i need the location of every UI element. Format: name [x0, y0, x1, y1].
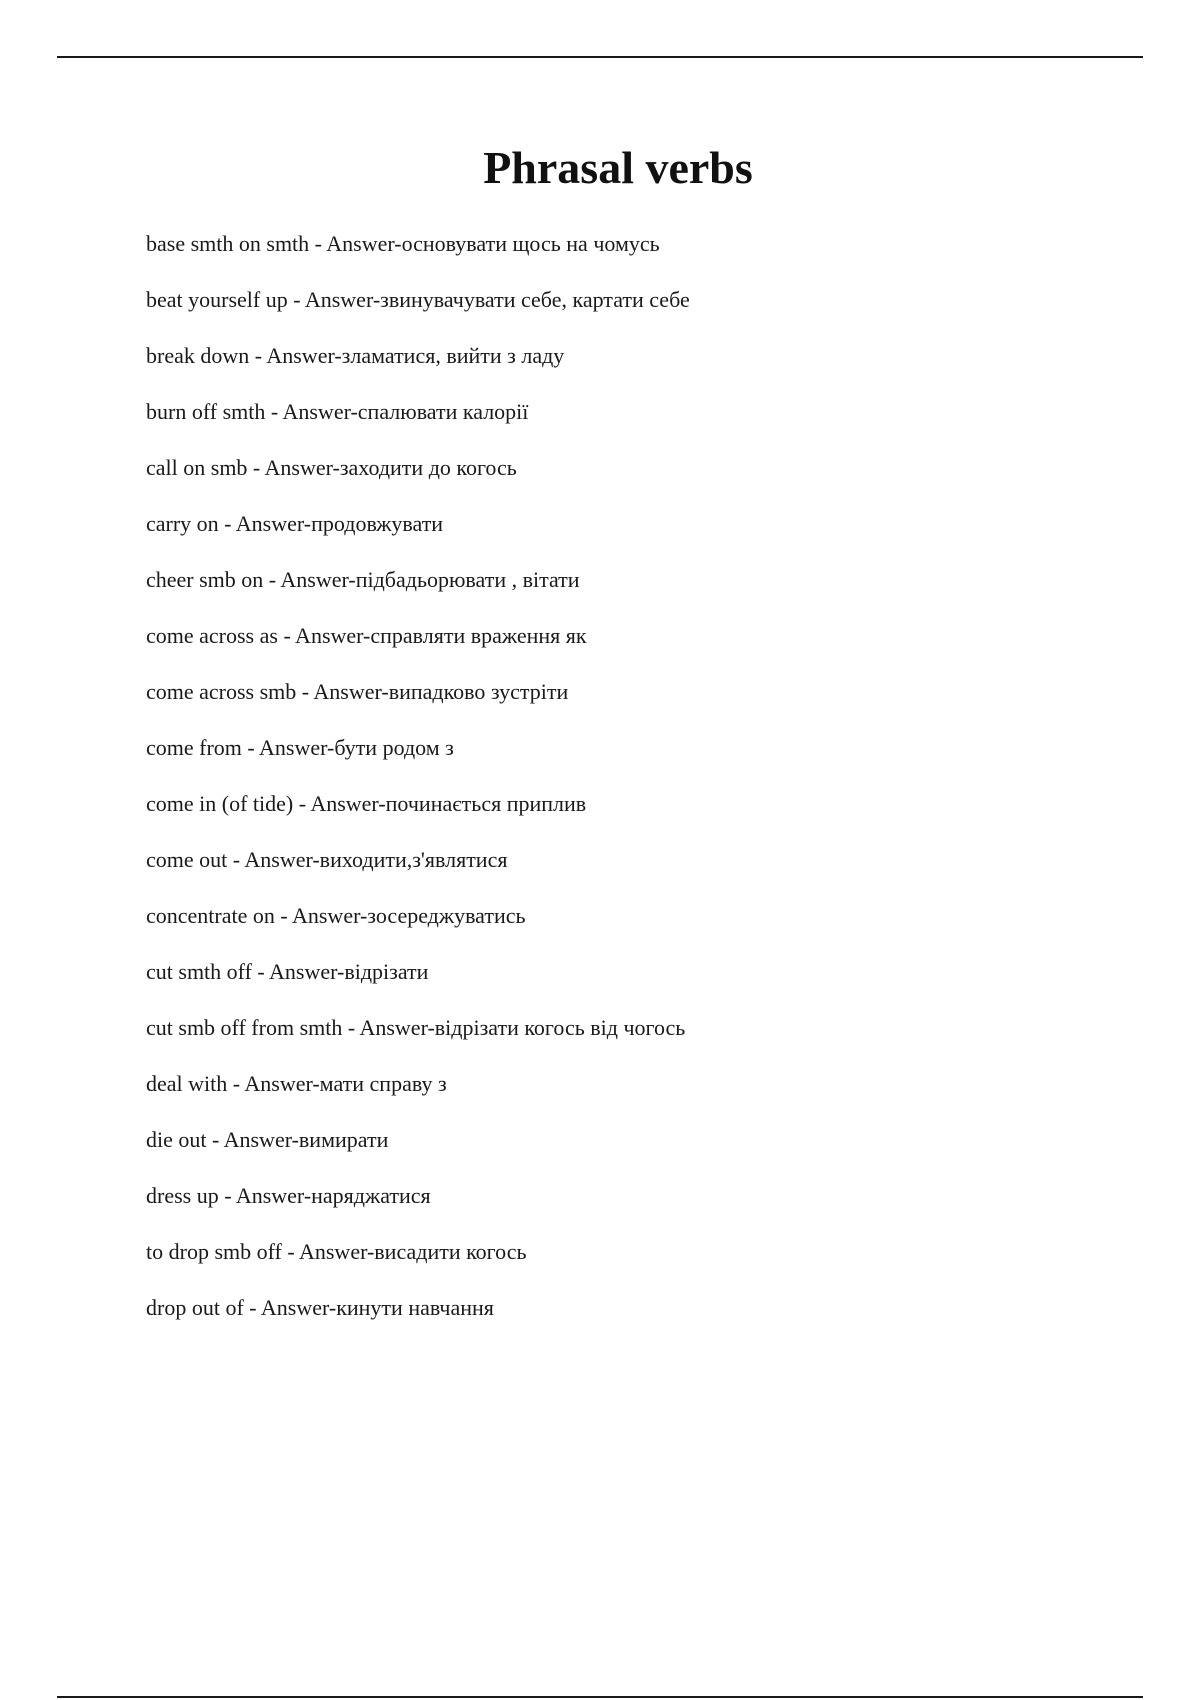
list-item: concentrate on - Answer-зосереджуватись — [146, 903, 526, 928]
list-item: come in (of tide) - Answer-починається приплив — [146, 791, 587, 816]
list-item: come across as - Answer-справляти враження як — [146, 623, 587, 648]
list-item: come out - Answer-виходити,з'являтися — [146, 847, 508, 872]
list-item: carry on - Answer-продовжувати — [146, 511, 444, 536]
term-list — [146, 227, 690, 1347]
list-item: call on smb - Answer-заходити до когось — [146, 455, 517, 480]
list-item: come from - Answer-бути родом з — [146, 735, 454, 760]
list-item: dress up - Answer-наряджатися — [146, 1183, 431, 1208]
list-item: deal with - Answer-мати справу з — [146, 1071, 447, 1096]
list-item: base smth on smth - Answer-основувати щось на чомусь — [146, 231, 660, 256]
top-divider — [57, 56, 1143, 58]
list-item: cheer smb on - Answer-підбадьорювати , вітати — [146, 567, 580, 592]
list-item: break down - Answer-зламатися, вийти з ладу — [146, 343, 565, 368]
list-item: come across smb - Answer-випадково зустріти — [146, 679, 569, 704]
list-item: burn off smth - Answer-спалювати калорії — [146, 399, 529, 424]
list-item: beat yourself up - Answer-звинувачувати себе, картати себе — [146, 287, 690, 312]
list-item: die out - Answer-вимирати — [146, 1127, 389, 1152]
page-title: Phrasal verbs — [483, 142, 753, 193]
list-item: drop out of - Answer-кинути навчання — [146, 1295, 494, 1320]
list-item: cut smb off from smth - Answer-відрізати когось від чогось — [146, 1015, 686, 1040]
list-item: cut smth off - Answer-відрізати — [146, 959, 429, 984]
list-item: to drop smb off - Answer-висадити когось — [146, 1239, 527, 1264]
bottom-divider — [57, 1696, 1143, 1698]
